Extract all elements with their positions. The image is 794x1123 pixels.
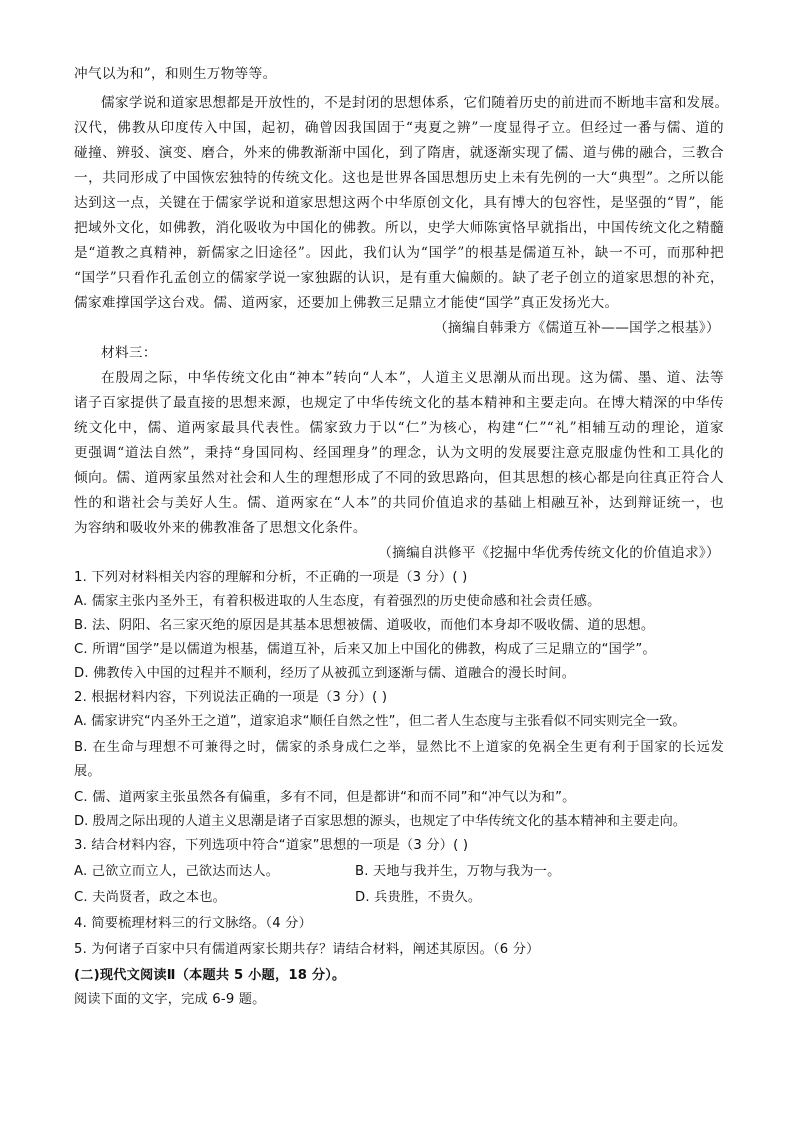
question-3-option-c: C. 夫尚贤者，政之本也。: [74, 890, 227, 905]
passage-line: 倾向。儒、道两家虽然对社会和人生的理想形成了不同的致思路向，但其思想的核心都是向往真正符合人: [74, 470, 724, 486]
passage-line: 把域外文化，如佛教，消化吸收为中国化的佛教。所以，史学大师陈寅恪早就指出，中国传统文化之精髓: [74, 220, 724, 236]
question-3-row-1: [74, 862, 724, 882]
passage-line: 冲气以为和”，和则生万物等等。: [74, 66, 277, 82]
passage-line: 性的和谐社会与美好人生。儒、道两家在“人本”的共同价值追求的基础上相融互补，达到辩证统一，也: [74, 495, 724, 511]
passage-line: 在殷周之际，中华传统文化由“神本”转向“人本”，人道主义思潮从而出现。这为儒、墨、道、法等: [101, 370, 724, 386]
question-3-row-2: [74, 888, 724, 908]
question-1-option-c: C. 所谓“国学”是以儒道为根基，儒道互补，后来又加上中国化的佛教，构成了三足鼎立的“国学”。: [74, 642, 656, 657]
question-3-stem: 3. 结合材料内容，下列选项中符合“道家”思想的一项是（3 分）( ): [74, 838, 469, 853]
section-instruction: 阅读下面的文字，完成 6-9 题。: [74, 992, 266, 1007]
question-3-option-b: B. 天地与我并生，万物与我为一。: [355, 864, 561, 879]
question-1-stem: 1. 下列对材料相关内容的理解和分析，不正确的一项是（3 分）( ): [74, 570, 468, 585]
question-2-option-a: A. 儒家讲究“内圣外王之道”，道家追求“顺任自然之性”，但二者人生态度与主张看似不同实则完全一致。: [74, 714, 686, 729]
source-citation: （摘编自洪修平《挖掘中华优秀传统文化的价值追求》）: [378, 545, 720, 561]
passage-line: 是“道教之真精神，新儒家之旧途径”。因此，我们认为“国学”的根基是儒道互补，缺一不可，而那种把: [74, 245, 724, 261]
question-2-option-b-continued: 展。: [74, 764, 101, 779]
question-3-option-d: D. 兵贵胜，不贵久。: [355, 890, 482, 905]
question-1-option-b: B. 法、阴阳、名三家灭绝的原因是其基本思想被儒、道吸收，而他们本身却不吸收儒、道的思想。: [74, 618, 655, 633]
passage-line: 碰撞、辨驳、演变、磨合，外来的佛教渐渐中国化，到了隋唐，就逐渐实现了儒、道与佛的融合，三教合: [74, 145, 724, 161]
question-1-option-a: A. 儒家主张内圣外王，有着积极进取的人生态度，有着强烈的历史使命感和社会责任感。: [74, 594, 601, 609]
passage-line: 一，共同形成了中国恢宏独特的传统文化。这也是世界各国思想历史上未有先例的一大“典型”。之所以能: [74, 170, 724, 186]
passage-line: 更强调“道法自然”，秉持“身国同构、经国理身”的理念，认为文明的发展要注意克服虚伪性和工具化的: [74, 445, 724, 461]
question-3-option-a: A. 己欲立而立人，己欲达而达人。: [74, 864, 280, 879]
material-label: 材料三：: [101, 345, 157, 361]
question-2-option-d: D. 殷周之际出现的人道主义思潮是诸子百家思想的源头，也规定了中华传统文化的基本精神和主要走向。: [74, 814, 686, 829]
source-citation: （摘编自韩秉方《儒道互补——国学之根基》）: [433, 320, 720, 336]
passage-line: 汉代，佛教从印度传入中国，起初，确曾因我国固于“夷夏之辨”一度显得孑立。但经过一番与儒、道的: [74, 120, 724, 136]
question-5: 5. 为何诸子百家中只有儒道两家长期共存？请结合材料，阐述其原因。（6 分）: [74, 942, 540, 957]
question-4: 4. 简要梳理材料三的行文脉络。（4 分）: [74, 916, 312, 931]
passage-line: 为容纳和吸收外来的佛教准备了思想文化条件。: [74, 520, 367, 536]
question-2-option-c: C. 儒、道两家主张虽然各有偏重，多有不同，但是都讲“和而不同”和“冲气以为和”。: [74, 790, 576, 805]
passage-line: 达到这一点，关键在于儒家学说和道家思想这两个中华原创文化，具有博大的包容性，是坚强的“胃”，能: [74, 195, 724, 211]
passage-line: “国学”只看作孔孟创立的儒家学说一家独踞的认识，是有重大偏颇的。缺了老子创立的道家思想的补充，: [74, 270, 724, 286]
question-1-option-d: D. 佛教传入中国的过程并不顺利，经历了从被孤立到逐渐与儒、道融合的漫长时间。: [74, 666, 576, 681]
passage-line: 儒家学说和道家思想都是开放性的，不是封闭的思想体系，它们随着历史的前进而不断地丰富和发展。: [101, 95, 729, 111]
question-2-stem: 2. 根据材料内容，下列说法正确的一项是（3 分）( ): [74, 690, 388, 705]
passage-line: 统文化中，儒、道两家最具代表性。儒家致力于以“仁”为核心，构建“仁”“礼”相辅互动的理论，道家: [74, 420, 724, 436]
passage-line: 儒家难撑国学这台戏。儒、道两家，还要加上佛教三足鼎立才能使“国学”真正发扬光大。: [74, 295, 619, 311]
question-2-option-b: B. 在生命与理想不可兼得之时，儒家的杀身成仁之举，显然比不上道家的免祸全生更有利于国家的长远发: [74, 740, 724, 755]
passage-line: 诸子百家提供了最直接的思想来源，也规定了中华传统文化的基本精神和主要走向。在博大精深的中华传: [74, 395, 724, 411]
section-heading: (二)现代文阅读Ⅱ（本题共 5 小题，18 分）。: [74, 968, 346, 983]
